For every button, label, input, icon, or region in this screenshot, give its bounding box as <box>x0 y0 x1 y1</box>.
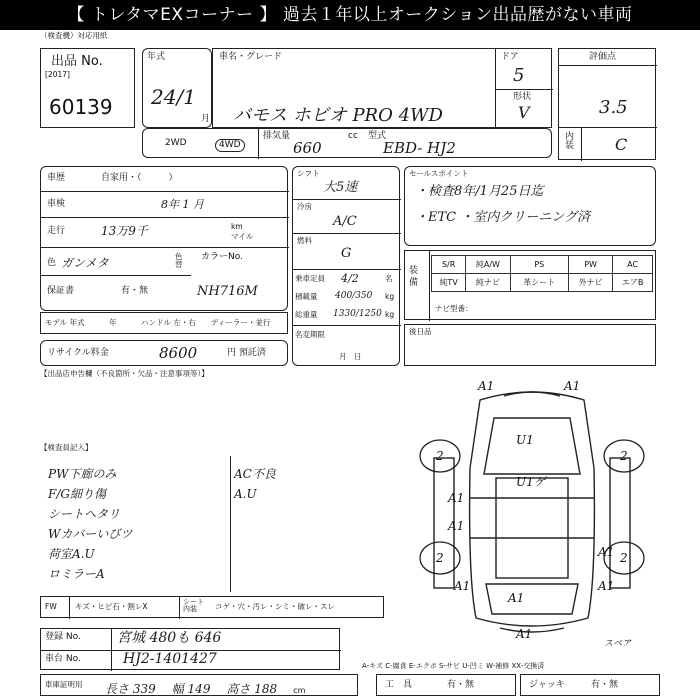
notes-area <box>40 382 372 592</box>
load-label: 積載量 <box>295 292 318 301</box>
equipment-item-r2-0: 純TV <box>432 274 466 292</box>
declaration-label: 【出品店申告欄（不良箇所・欠品・注意事項等）】 <box>40 369 209 378</box>
color-value: ガンメタ <box>61 256 109 270</box>
damage-mark-12: A1 <box>508 591 525 605</box>
reg-label: 登録 No. <box>45 632 81 642</box>
left-fields <box>40 166 288 311</box>
displacement-value: 660 <box>293 139 322 157</box>
capacity-value: 4/2 <box>341 272 359 285</box>
model-year-row <box>40 312 288 334</box>
inspector-note-right-0: AC不良 <box>234 467 276 481</box>
recycle-label: リサイクル料金 <box>47 348 109 358</box>
year-value: 24/1 <box>151 85 196 109</box>
load-unit: kg <box>385 292 395 301</box>
model-year-label: モデル 年式 <box>45 318 85 327</box>
damage-mark-11: A1 <box>598 579 615 593</box>
car-diagram <box>404 378 660 658</box>
inspector-note-4: 荷室A.U <box>48 547 95 561</box>
chassis-value: HJ2-1401427 <box>123 651 217 667</box>
damage-mark-1: A1 <box>564 379 581 393</box>
gross-label: 総重量 <box>295 310 318 319</box>
damage-mark-5: A1 <box>448 519 465 533</box>
equipment-label: 装備 <box>409 266 419 288</box>
gross-value: 1330/1250 <box>333 309 382 319</box>
model-value: EBD- HJ2 <box>383 139 456 157</box>
damage-mark-6: 2 <box>436 449 444 463</box>
name-box <box>212 48 552 128</box>
roof <box>496 478 568 578</box>
warranty-value: 有・無 <box>121 286 149 296</box>
door-label: ドア <box>501 52 519 62</box>
next-label: 名変期限 <box>295 330 325 339</box>
model-label: 型式 <box>368 131 387 141</box>
damage-mark-9: 2 <box>620 551 628 565</box>
dealer-label: ディーラー・並行 <box>211 318 271 327</box>
seat-label: シート 内装 <box>183 598 204 613</box>
jack-label: ジャッキ <box>529 680 565 690</box>
color-label: 色 <box>47 258 57 268</box>
seat-value: コゲ・穴・汚レ・シミ・破レ・スレ <box>215 602 335 611</box>
inspector-note-2: シートヘタリ <box>48 507 121 521</box>
shape-value: V <box>518 103 530 122</box>
equipment-item-r2-1: 純ナビ <box>466 274 510 292</box>
legend: A-キズ C-腐食 E-エクボ S-サビ U-凹ミ W-補修 XX-交換済 <box>362 662 545 670</box>
interior-value: C <box>615 135 628 154</box>
cert-box <box>40 674 358 696</box>
score-box <box>558 48 656 160</box>
equipment-item-r2-2: 革シート <box>510 274 568 292</box>
cc-unit: cc <box>348 131 358 141</box>
shift-value: 大5速 <box>323 180 358 195</box>
tool-value: 有・無 <box>447 680 475 690</box>
equipment-item-r1-3: PW <box>568 256 612 274</box>
mile-unit: マイル <box>231 232 254 241</box>
later-box <box>404 324 656 366</box>
equipment-grid <box>431 255 653 292</box>
capacity-unit: 名 <box>385 274 393 283</box>
equipment-item-r1-0: S/R <box>432 256 466 274</box>
inspector-note-0: PW下廊のみ <box>48 467 117 481</box>
color-no-value: NH716M <box>197 284 258 299</box>
next-suffix: 月 日 <box>339 352 362 361</box>
color-change: 色替 <box>175 252 183 269</box>
inspector-note-1: F/G細り傷 <box>48 487 106 501</box>
warranty-label: 保証書 <box>47 286 75 296</box>
recycle-value: 8600 <box>159 344 198 362</box>
load-value: 400/350 <box>335 291 373 301</box>
sales-line1: ・検査8年/1月25日迄 <box>415 184 544 199</box>
equipment-item-r2-3: 外ナビ <box>568 274 612 292</box>
damage-mark-10: A1 <box>454 579 471 593</box>
recycle-row <box>40 340 288 366</box>
year-label: 年式 <box>147 52 166 62</box>
damage-mark-3: U1ゲ <box>516 475 546 489</box>
cert-label: 車庫証明用 <box>45 680 83 689</box>
year-box <box>142 48 212 128</box>
inspection-label: 車検 <box>47 199 66 209</box>
mid-fields <box>292 166 400 366</box>
equipment-item-r1-2: PS <box>510 256 568 274</box>
recycle-unit: 円 預託済 <box>227 348 266 358</box>
name-value: バモス ホビオ PRO 4WD <box>233 105 443 126</box>
damage-label: キズ・ヒビ石・割レX <box>75 602 148 611</box>
damage-mark-4: A1 <box>448 491 465 505</box>
fw-label: FW <box>45 602 57 611</box>
sales-label: セールスポイント <box>409 169 469 178</box>
inspection-value: 8年 1 月 <box>161 198 204 211</box>
score-label: 評価点 <box>589 52 617 62</box>
drive-4wd: 4WD <box>215 139 245 152</box>
month-suffix: 月 <box>201 114 211 124</box>
year-tag: [2017] <box>45 70 70 79</box>
shift-label: シフト <box>297 169 320 178</box>
later-label: 後日品 <box>409 327 432 336</box>
model-year-suffix: 年 <box>109 318 117 327</box>
ac-label: 冷房 <box>297 202 312 211</box>
spec-row <box>142 128 552 158</box>
equipment-item-r1-4: AC <box>613 256 653 274</box>
gross-unit: kg <box>385 310 395 319</box>
lot-number: 60139 <box>49 95 113 119</box>
registration-box <box>40 628 340 670</box>
sheet-subtitle: （検査機）対応用紙 <box>40 31 108 40</box>
damage-mark-13: A1 <box>598 545 615 559</box>
damage-mark-0: A1 <box>478 379 495 393</box>
ac-value: A/C <box>333 214 357 229</box>
cert-dim-2: 高さ 188 <box>226 682 278 696</box>
km-unit: km <box>231 222 243 231</box>
sales-box <box>404 166 656 246</box>
damage-mark-7: 2 <box>620 449 628 463</box>
tool-box <box>376 674 516 696</box>
equipment-item-r1-1: 純A/W <box>466 256 510 274</box>
lot-box <box>40 48 135 128</box>
damage-mark-2: U1 <box>516 433 534 447</box>
right-side <box>610 458 630 588</box>
navi-label: ナビ型番： <box>435 304 473 313</box>
jack-box <box>520 674 660 696</box>
name-label: 車名・グレード <box>219 52 283 62</box>
cert-dim-0: 長さ 339 <box>105 682 156 696</box>
interior-label: 内装 <box>565 132 575 151</box>
capacity-label: 乗車定員 <box>295 274 325 283</box>
displacement-label: 排気量 <box>263 131 291 141</box>
mileage-label: 走行 <box>47 226 66 236</box>
fuel-value: G <box>341 246 352 261</box>
history-label: 車歴 <box>47 173 66 183</box>
color-no-label: カラーNo. <box>201 252 243 262</box>
car-body-outline <box>470 392 595 626</box>
rear-window <box>486 584 578 614</box>
sales-line2: ・ETC ・室内クリーニング済 <box>415 210 590 225</box>
handle-label: ハンドル 左・右 <box>141 318 196 327</box>
fuel-label: 燃料 <box>297 236 312 245</box>
equipment-box <box>404 250 656 320</box>
equipment-item-r2-4: エアB <box>613 274 653 292</box>
damage-mark-14: A1 <box>516 627 533 641</box>
reg-value: 宮城 480も 646 <box>117 630 222 646</box>
inspector-note-right-1: A.U <box>234 487 257 501</box>
damage-mark-15: スペア <box>604 639 632 649</box>
lot-label: 出品 No. <box>51 54 103 69</box>
chassis-label: 車台 No. <box>45 654 81 664</box>
door-value: 5 <box>513 65 525 86</box>
inspector-note-3: Wカバーいびツ <box>48 527 133 541</box>
drive-2wd: 2WD <box>165 138 187 148</box>
jack-value: 有・無 <box>591 680 619 690</box>
damage-mark-8: 2 <box>436 551 444 565</box>
shape-label: 形状 <box>513 92 532 102</box>
banner-title: 【 トレタマEXコーナー 】 過去１年以上オークション出品歴がない車両 <box>0 0 700 30</box>
tool-label: 工 具 <box>385 680 413 690</box>
score-value: 3.5 <box>599 97 628 118</box>
inspector-label: 【検査員記入】 <box>40 443 93 452</box>
history-value: 自家用・（ ） <box>101 173 178 183</box>
inspector-note-5: ロミラーA <box>48 567 105 581</box>
mileage-value: 13万9千 <box>101 224 148 238</box>
cert-dim-1: 幅 149 <box>171 682 211 696</box>
cert-unit: cm <box>293 686 306 695</box>
fw-row <box>40 596 384 618</box>
